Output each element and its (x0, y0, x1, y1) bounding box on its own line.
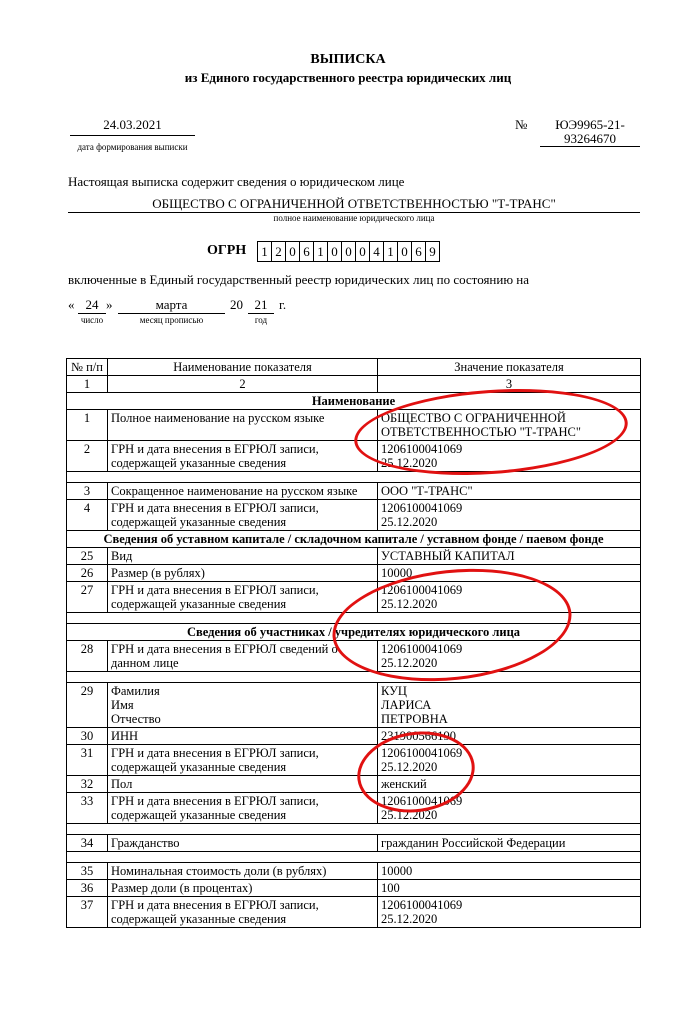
header-name: Наименование показателя (108, 359, 378, 376)
row-name: ГРН и дата внесения в ЕГРЮЛ записи, содержащей указанные сведения (108, 500, 378, 531)
year-suffix: г. (279, 297, 287, 312)
month-underline (118, 313, 225, 314)
row-value: ООО "Т-ТРАНС" (378, 483, 641, 500)
table-row (67, 500, 641, 531)
header-num-1: 1 (67, 376, 108, 393)
date-day: 24 (85, 297, 99, 312)
grn-date: 25.12.2020 (381, 760, 438, 774)
table-row (67, 683, 641, 728)
row-num: 35 (67, 863, 108, 880)
table-header-row (67, 359, 641, 376)
table-row (67, 483, 641, 500)
grn-value: 1206100041069 (381, 442, 463, 456)
ogrn-digit: 0 (285, 241, 300, 262)
row-name: ГРН и дата внесения в ЕГРЮЛ записи, содержащей указанные сведения (108, 441, 378, 472)
firstname-value: ЛАРИСА (381, 698, 432, 712)
ogrn-digit: 0 (341, 241, 356, 262)
grn-value: 1206100041069 (381, 642, 463, 656)
section-row (67, 531, 641, 548)
row-num: 30 (67, 728, 108, 745)
row-value: 231900566190 (378, 728, 641, 745)
table-row (67, 745, 641, 776)
number-sign: № (515, 117, 528, 132)
surname-value: КУЦ (381, 684, 407, 698)
row-num: 37 (67, 897, 108, 928)
row-value: ОБЩЕСТВО С ОГРАНИЧЕННОЙ ОТВЕТСТВЕННОСТЬЮ "Т-ТРАНС" (378, 410, 641, 441)
row-value: 10000 (378, 863, 641, 880)
row-name: Номинальная стоимость доли (в рублях) (108, 863, 378, 880)
extract-number-line2: 93264670 (564, 131, 616, 146)
grn-date: 25.12.2020 (381, 808, 438, 822)
date-year: 21 (254, 297, 268, 312)
row-value: 100 (378, 880, 641, 897)
ogrn-digit: 4 (369, 241, 384, 262)
row-name: Вид (108, 548, 378, 565)
header-value: Значение показателя (378, 359, 641, 376)
ogrn-digit: 6 (299, 241, 314, 262)
ogrn-digit: 2 (271, 241, 286, 262)
empty-cell (67, 824, 641, 835)
row-num: 1 (67, 410, 108, 441)
row-num: 33 (67, 793, 108, 824)
year-caption: год (254, 315, 268, 325)
ogrn-digit: 1 (313, 241, 328, 262)
grn-date: 25.12.2020 (381, 912, 438, 926)
empty-row (67, 824, 641, 835)
section-names: Наименование (67, 393, 641, 410)
row-name: Размер доли (в процентах) (108, 880, 378, 897)
row-num: 29 (67, 683, 108, 728)
row-name: Сокращенное наименование на русском языке (108, 483, 378, 500)
grn-value: 1206100041069 (381, 583, 463, 597)
patronymic-label: Отчество (111, 712, 161, 726)
grn-value: 1206100041069 (381, 501, 463, 515)
grn-value: 1206100041069 (381, 794, 463, 808)
row-value (378, 683, 641, 728)
table-row (67, 863, 641, 880)
table-row (67, 793, 641, 824)
row-name: ГРН и дата внесения в ЕГРЮЛ записи, содержащей указанные сведения (108, 897, 378, 928)
row-num: 4 (67, 500, 108, 531)
row-num: 2 (67, 441, 108, 472)
year-prefix: 20 (230, 297, 243, 312)
ogrn-digit: 0 (355, 241, 370, 262)
ogrn-digit: 0 (327, 241, 342, 262)
section-founders: Сведения об участниках / учредителях юридического лица (67, 624, 641, 641)
quote-open: « (68, 297, 75, 312)
table-row (67, 548, 641, 565)
extract-date: 24.03.2021 (103, 117, 162, 132)
row-value: гражданин Российской Федерации (378, 835, 641, 852)
row-name: Полное наименование на русском языке (108, 410, 378, 441)
grn-date: 25.12.2020 (381, 597, 438, 611)
date-caption: дата формирования выписки (77, 142, 188, 152)
row-name: ГРН и дата внесения в ЕГРЮЛ записи, содержащей указанные сведения (108, 582, 378, 613)
row-name: ГРН и дата внесения в ЕГРЮЛ записи, содержащей указанные сведения (108, 745, 378, 776)
row-num: 36 (67, 880, 108, 897)
row-num: 32 (67, 776, 108, 793)
row-num: 26 (67, 565, 108, 582)
day-caption: число (80, 315, 104, 325)
row-name: Размер (в рублях) (108, 565, 378, 582)
empty-row (67, 852, 641, 863)
day-underline (78, 313, 106, 314)
grn-value: 1206100041069 (381, 746, 463, 760)
row-num: 27 (67, 582, 108, 613)
date-month: марта (155, 297, 188, 312)
row-num: 25 (67, 548, 108, 565)
company-full-name: ОБЩЕСТВО С ОГРАНИЧЕННОЙ ОТВЕТСТВЕННОСТЬЮ "Т-ТРАНС" (152, 196, 556, 211)
document-subtitle: из Единого государственного реестра юридических лиц (184, 70, 512, 85)
firstname-label: Имя (111, 698, 134, 712)
empty-row (67, 472, 641, 483)
row-num: 31 (67, 745, 108, 776)
number-underline (540, 146, 640, 147)
header-num-2: 2 (108, 376, 378, 393)
row-name: ГРН и дата внесения в ЕГРЮЛ записи, содержащей указанные сведения (108, 793, 378, 824)
table-row (67, 728, 641, 745)
date-underline (70, 135, 195, 136)
ogrn-digit: 9 (425, 241, 440, 262)
table-row (67, 835, 641, 852)
extract-number-line1: ЮЭ9965-21- (555, 117, 625, 132)
empty-cell (67, 672, 641, 683)
quote-close: » (106, 297, 113, 312)
row-name: ГРН и дата внесения в ЕГРЮЛ сведений о данном лице (108, 641, 378, 672)
section-capital: Сведения об уставном капитале / складочном капитале / уставном фонде / паевом фонде (67, 531, 641, 548)
row-num: 34 (67, 835, 108, 852)
row-name: Пол (108, 776, 378, 793)
empty-row (67, 672, 641, 683)
header-num-3: 3 (378, 376, 641, 393)
document-title: ВЫПИСКА (310, 52, 386, 67)
ogrn-digit: 1 (257, 241, 272, 262)
table-row (67, 776, 641, 793)
row-value (378, 897, 641, 928)
included-text: включенные в Единый государственный реестр юридических лиц по состоянию на (68, 272, 530, 287)
ogrn-digits (258, 241, 440, 262)
grn-date: 25.12.2020 (381, 456, 438, 470)
row-name: ИНН (108, 728, 378, 745)
row-value: женский (378, 776, 641, 793)
year-underline (248, 313, 274, 314)
ogrn-digit: 6 (411, 241, 426, 262)
company-caption: полное наименование юридического лица (273, 213, 435, 223)
row-name: Гражданство (108, 835, 378, 852)
grn-date: 25.12.2020 (381, 515, 438, 529)
intro-text: Настоящая выписка содержит сведения о юридическом лице (68, 174, 405, 189)
row-num: 28 (67, 641, 108, 672)
table-row (67, 897, 641, 928)
grn-value: 1206100041069 (381, 898, 463, 912)
surname-label: Фамилия (111, 684, 160, 698)
patronymic-value: ПЕТРОВНА (381, 712, 448, 726)
grn-date: 25.12.2020 (381, 656, 438, 670)
row-value: УСТАВНЫЙ КАПИТАЛ (378, 548, 641, 565)
empty-cell (67, 852, 641, 863)
table-row (67, 565, 641, 582)
ogrn-digit: 0 (397, 241, 412, 262)
row-value: 10000 (378, 565, 641, 582)
header-num: № п/п (67, 359, 108, 376)
row-num: 3 (67, 483, 108, 500)
ogrn-label: ОГРН (207, 243, 247, 258)
table-row (67, 880, 641, 897)
ogrn-digit: 1 (383, 241, 398, 262)
month-caption: месяц прописью (139, 315, 204, 325)
empty-cell (67, 472, 641, 483)
row-name (108, 683, 378, 728)
row-value (378, 500, 641, 531)
